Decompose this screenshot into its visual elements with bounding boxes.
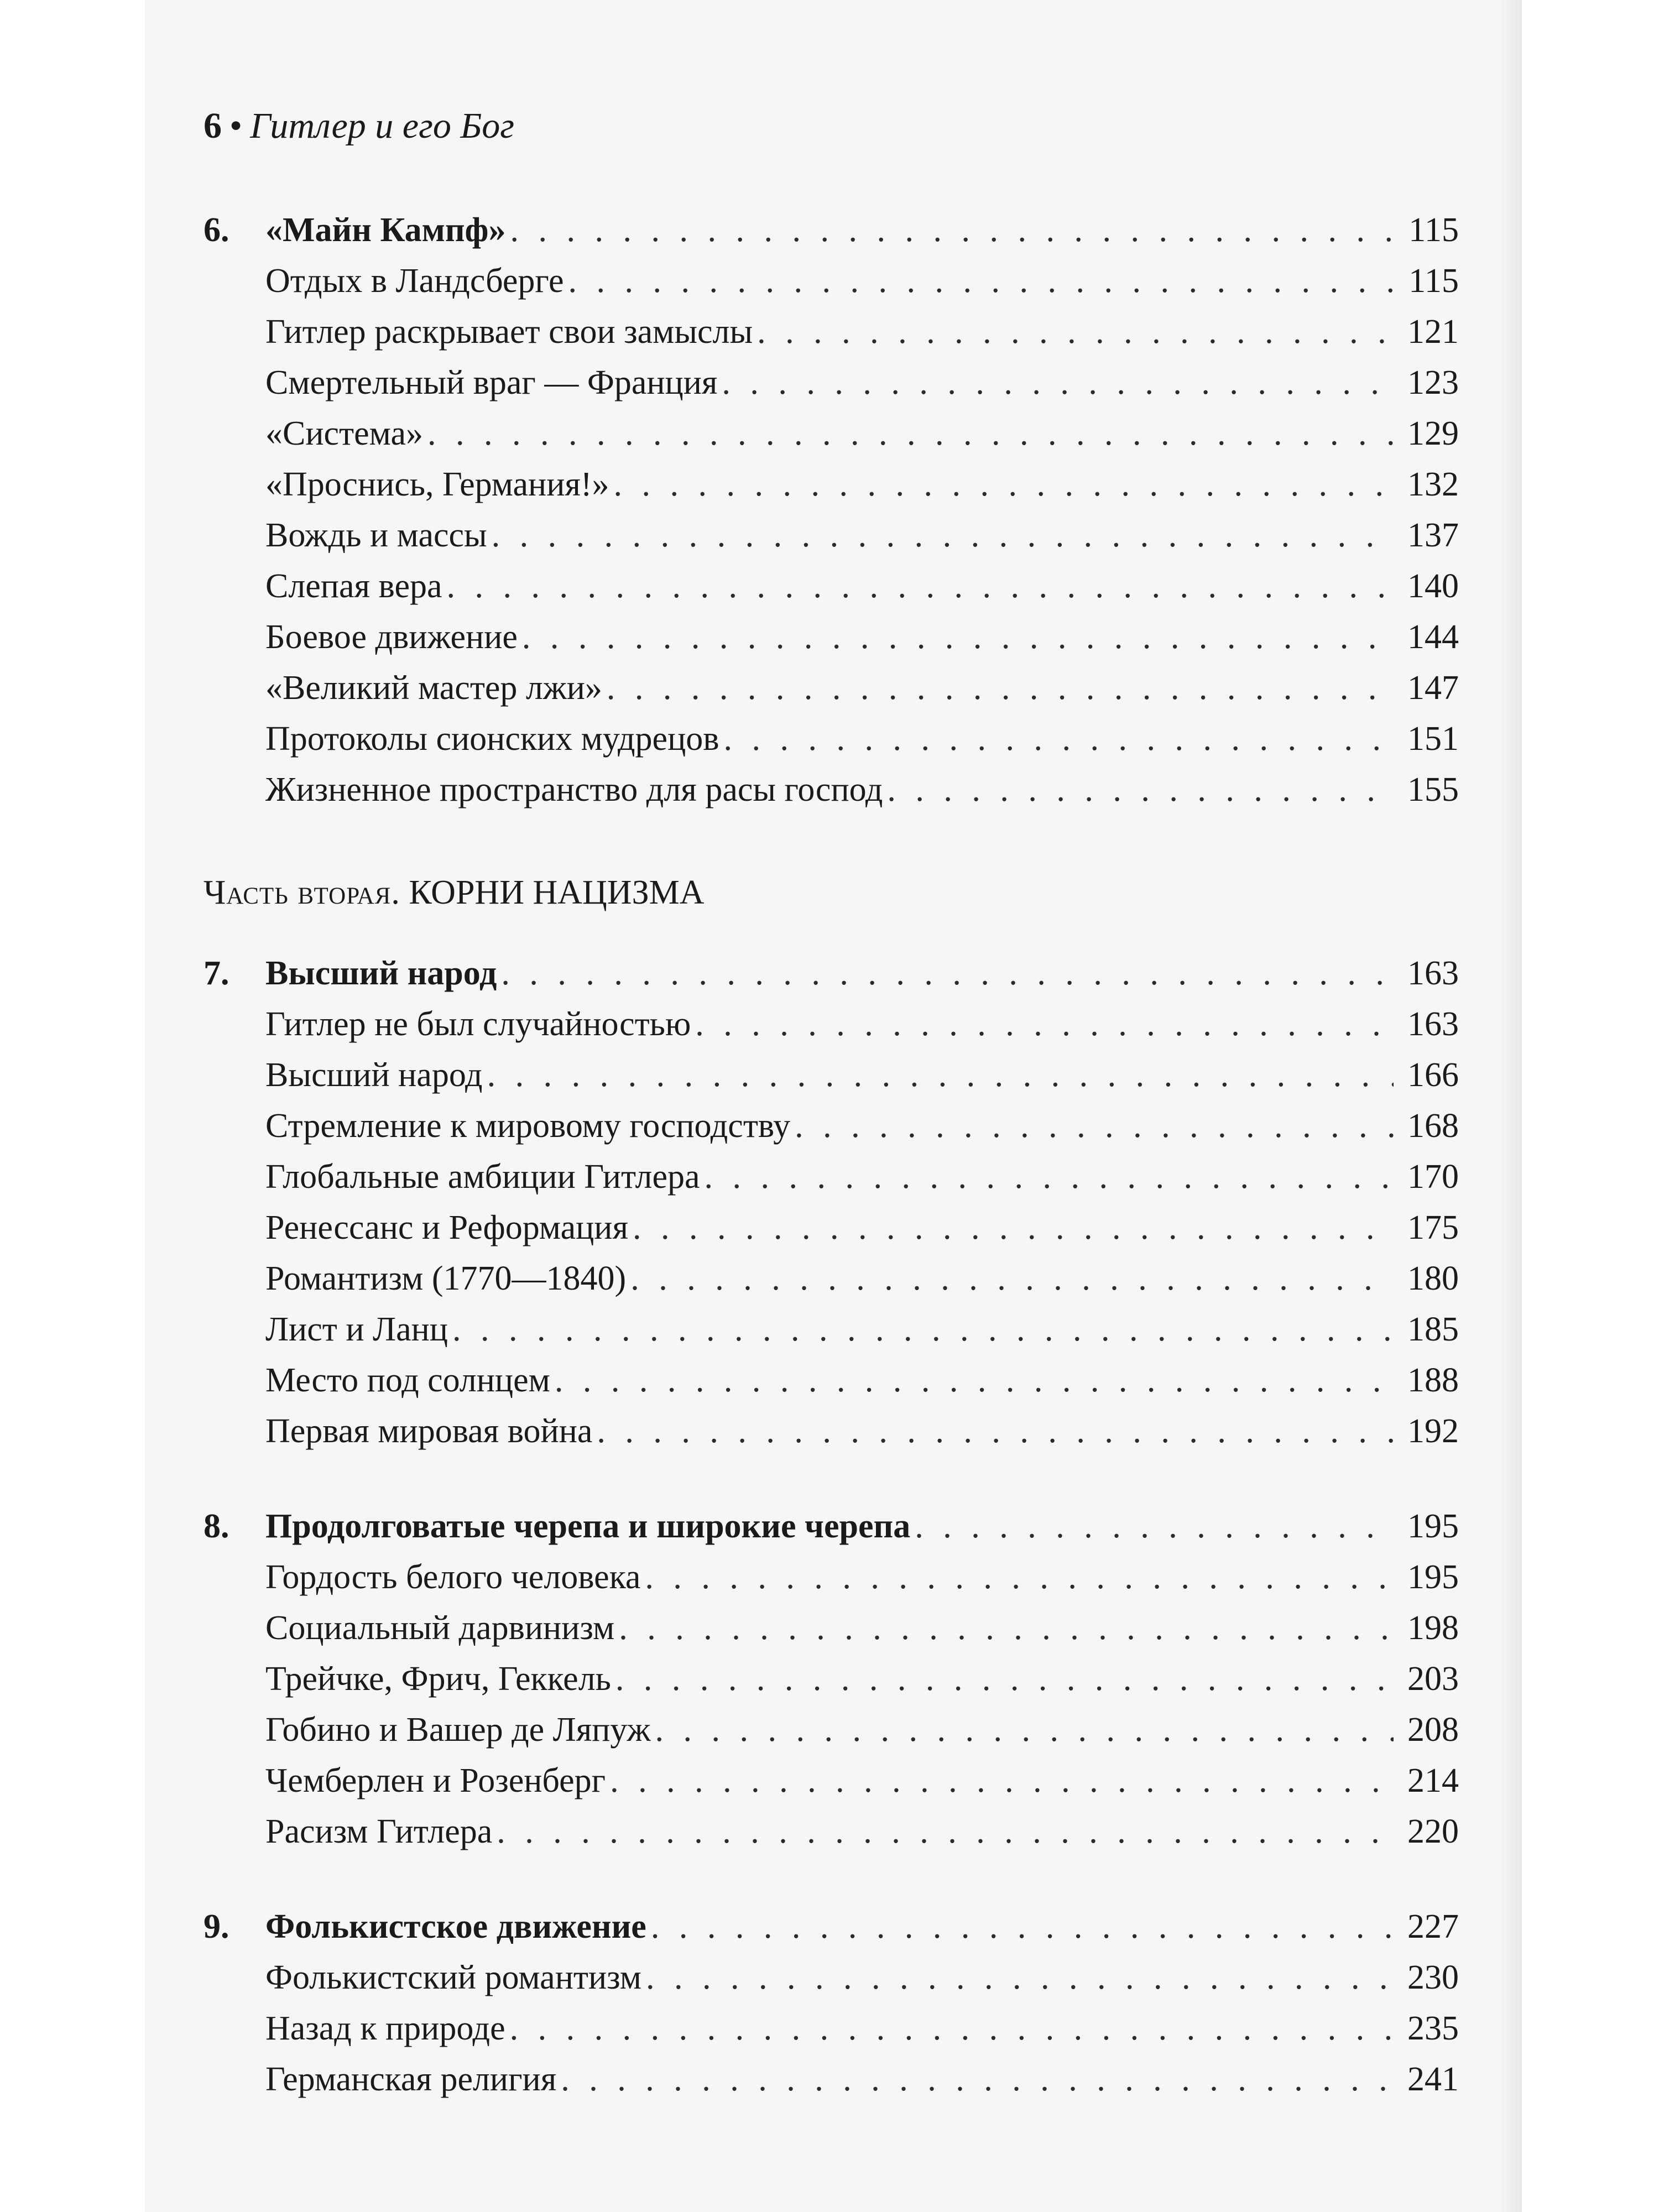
entry-title: Фолькистский романтизм: [265, 1959, 642, 1996]
book-title: Гитлер и его Бог: [250, 106, 514, 146]
entry-title: Первая мировая война: [265, 1412, 593, 1450]
dot-leader: [522, 612, 1394, 662]
entry-title: Гобино и Вашер де Ляпуж: [265, 1711, 651, 1749]
toc-entry-row[interactable]: [204, 357, 1459, 408]
entry-page: 195: [1407, 1558, 1459, 1596]
dot-leader: [695, 999, 1394, 1050]
dot-leader: [610, 1755, 1394, 1806]
toc-chapter-row[interactable]: [204, 205, 1459, 255]
dot-leader: [561, 2054, 1394, 2105]
entry-page: 188: [1407, 1361, 1459, 1399]
entry-title: Высший народ: [265, 1056, 483, 1094]
chapter-number: 9.: [204, 1908, 229, 1945]
entry-page: 123: [1407, 364, 1459, 401]
chapter-number: 7.: [204, 954, 229, 992]
entry-page: 115: [1408, 262, 1459, 300]
toc-entry-row[interactable]: [204, 1603, 1459, 1653]
chapter-page: 163: [1407, 954, 1459, 992]
toc-entry-row[interactable]: [204, 408, 1459, 459]
page-edge-shadow: [1500, 0, 1522, 2212]
entry-title: Германская религия: [265, 2060, 557, 2098]
toc-entry-row[interactable]: [204, 2054, 1459, 2105]
toc-entry-row[interactable]: [204, 459, 1459, 510]
entry-title: Протоколы сионских мудрецов: [265, 720, 719, 758]
dot-leader: [427, 408, 1394, 459]
entry-title: Жизненное пространство для расы господ: [265, 771, 883, 808]
toc-entry-row[interactable]: [204, 1806, 1459, 1857]
part-title: КОРНИ НАЦИЗМА: [409, 874, 705, 911]
entry-page: 203: [1407, 1660, 1459, 1698]
toc-entry-row[interactable]: [204, 1952, 1459, 2003]
dot-leader: [915, 1501, 1394, 1552]
entry-page: 166: [1407, 1056, 1459, 1094]
toc-entry-row[interactable]: [204, 999, 1459, 1050]
dot-leader: [501, 948, 1394, 999]
toc-entry-row[interactable]: [204, 306, 1459, 357]
entry-title: «Система»: [265, 415, 423, 452]
dot-leader: [705, 1151, 1394, 1202]
entry-title: Гитлер не был случайностью: [265, 1005, 691, 1043]
chapter-number: 6.: [204, 211, 229, 249]
entry-title: Лист и Ланц: [265, 1311, 448, 1348]
entry-page: 144: [1407, 618, 1459, 656]
entry-page: 241: [1407, 2060, 1459, 2098]
entry-title: Назад к природе: [265, 2010, 505, 2047]
dot-leader: [619, 1603, 1394, 1653]
dot-leader: [633, 1202, 1394, 1253]
entry-title: «Проснись, Германия!»: [265, 466, 609, 503]
entry-page: 137: [1407, 517, 1459, 554]
toc-entry-row[interactable]: [204, 713, 1459, 764]
chapter-number: 8.: [204, 1507, 229, 1545]
toc-chapter-row[interactable]: [204, 948, 1459, 999]
toc-entry-row[interactable]: [204, 1151, 1459, 1202]
entry-page: 180: [1407, 1260, 1459, 1297]
dot-leader: [510, 205, 1394, 255]
header-separator: •: [229, 106, 243, 146]
dot-leader: [651, 1901, 1394, 1952]
table-of-contents: [204, 205, 1459, 2105]
entry-page: 121: [1407, 313, 1459, 351]
toc-entry-row[interactable]: [204, 1202, 1459, 1253]
entry-title: Расизм Гитлера: [265, 1813, 493, 1850]
entry-page: 132: [1407, 466, 1459, 503]
toc-entry-row[interactable]: [204, 1406, 1459, 1457]
toc-entry-row[interactable]: [204, 2003, 1459, 2054]
part-heading[interactable]: [204, 859, 1459, 926]
toc-entry-row[interactable]: [204, 764, 1459, 815]
toc-entry-row[interactable]: [204, 612, 1459, 662]
dot-leader: [555, 1355, 1394, 1406]
dot-leader: [492, 510, 1394, 561]
toc-entry-row[interactable]: [204, 561, 1459, 612]
toc-entry-row[interactable]: [204, 1552, 1459, 1603]
entry-page: 214: [1407, 1762, 1459, 1799]
toc-entry-row[interactable]: [204, 510, 1459, 561]
entry-title: Слепая вера: [265, 567, 442, 605]
entry-title: «Великий мастер лжи»: [265, 669, 602, 707]
entry-title: Ренессанс и Реформация: [265, 1209, 628, 1246]
page-number: 6: [204, 106, 222, 146]
entry-page: 220: [1407, 1813, 1459, 1850]
entry-page: 147: [1407, 669, 1459, 707]
chapter-title: Продолговатые черепа и широкие черепа: [265, 1507, 911, 1545]
entry-page: 185: [1407, 1311, 1459, 1348]
dot-leader: [497, 1806, 1394, 1857]
entry-title: Глобальные амбиции Гитлера: [265, 1158, 700, 1196]
dot-leader: [795, 1100, 1394, 1151]
entry-page: 151: [1407, 720, 1459, 758]
toc-entry-row[interactable]: [204, 1304, 1459, 1355]
entry-page: 208: [1407, 1711, 1459, 1749]
entry-title: Боевое движение: [265, 618, 518, 656]
entry-page: 235: [1407, 2010, 1459, 2047]
dot-leader: [645, 1552, 1394, 1603]
entry-title: Трейчке, Фрич, Геккель: [265, 1660, 611, 1698]
toc-entry-row[interactable]: [204, 1653, 1459, 1704]
entry-title: Романтизм (1770—1840): [265, 1260, 627, 1297]
dot-leader: [568, 255, 1394, 306]
dot-leader: [446, 561, 1394, 612]
entry-page: 129: [1407, 415, 1459, 452]
toc-entry-row[interactable]: [204, 1100, 1459, 1151]
entry-title: Отдых в Ландсберге: [265, 262, 564, 300]
entry-page: 192: [1407, 1412, 1459, 1450]
dot-leader: [630, 1253, 1394, 1304]
chapter-page: 227: [1407, 1908, 1459, 1945]
toc-entry-row[interactable]: [204, 1253, 1459, 1304]
entry-title: Вождь и массы: [265, 517, 487, 554]
entry-page: 140: [1407, 567, 1459, 605]
part-prefix: Часть вторая.: [204, 874, 400, 911]
entry-title: Гордость белого человека: [265, 1558, 641, 1596]
entry-page: 230: [1407, 1959, 1459, 1996]
toc-entry-row[interactable]: [204, 1704, 1459, 1755]
dot-leader: [724, 713, 1394, 764]
dot-leader: [615, 1653, 1394, 1704]
toc-entry-row[interactable]: [204, 1755, 1459, 1806]
chapter-page: 115: [1408, 211, 1459, 249]
chapter-title: «Майн Кампф»: [265, 211, 506, 249]
dot-leader: [614, 459, 1394, 510]
entry-title: Социальный дарвинизм: [265, 1609, 615, 1647]
chapter-title: Высший народ: [265, 954, 497, 992]
dot-leader: [510, 2003, 1394, 2054]
entry-title: Чемберлен и Розенберг: [265, 1762, 606, 1799]
dot-leader: [757, 306, 1394, 357]
chapter-title: Фолькистское движение: [265, 1908, 646, 1945]
dot-leader: [452, 1304, 1394, 1355]
chapter-page: 195: [1407, 1507, 1459, 1545]
entry-page: 170: [1407, 1158, 1459, 1196]
running-header: [204, 104, 514, 148]
dot-leader: [487, 1050, 1394, 1100]
entry-title: Смертельный враг — Франция: [265, 364, 718, 401]
entry-page: 175: [1407, 1209, 1459, 1246]
dot-leader: [655, 1704, 1394, 1755]
toc-entry-row[interactable]: [204, 1355, 1459, 1406]
entry-page: 168: [1407, 1107, 1459, 1145]
entry-page: 163: [1407, 1005, 1459, 1043]
toc-chapter-row[interactable]: [204, 1901, 1459, 1952]
dot-leader: [646, 1952, 1394, 2003]
toc-entry-row[interactable]: [204, 255, 1459, 306]
toc-chapter-row[interactable]: [204, 1501, 1459, 1552]
dot-leader: [722, 357, 1394, 408]
entry-page: 155: [1407, 771, 1459, 808]
dot-leader: [607, 662, 1394, 713]
toc-entry-row[interactable]: [204, 1050, 1459, 1100]
dot-leader: [597, 1406, 1394, 1457]
dot-leader: [887, 764, 1394, 815]
entry-title: Стремление к мировому господству: [265, 1107, 791, 1145]
entry-title: Гитлер раскрывает свои замыслы: [265, 313, 753, 351]
entry-title: Место под солнцем: [265, 1361, 550, 1399]
toc-entry-row[interactable]: [204, 662, 1459, 713]
entry-page: 198: [1407, 1609, 1459, 1647]
